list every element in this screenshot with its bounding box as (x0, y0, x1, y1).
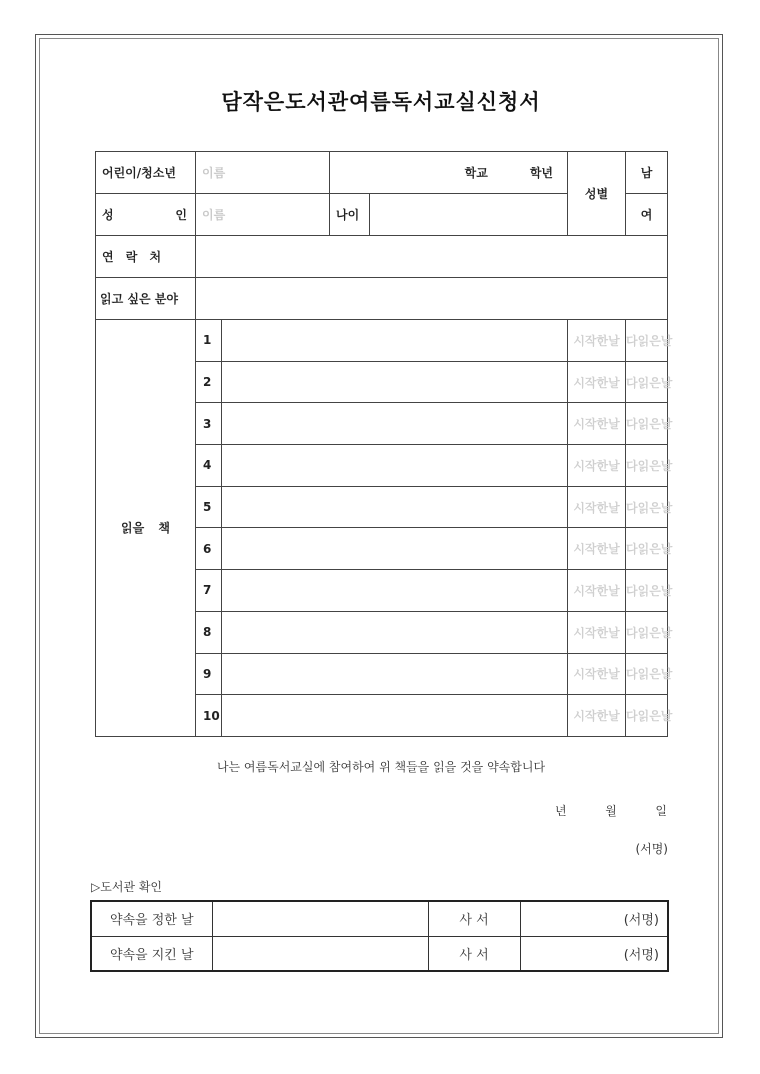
start-date-field[interactable]: 시작한날 (568, 445, 626, 487)
library-confirm-heading: ▷도서관 확인 (91, 880, 163, 894)
interest-field[interactable] (196, 278, 668, 320)
start-date-field[interactable]: 시작한날 (568, 486, 626, 528)
end-date-field[interactable]: 다읽은날 (626, 403, 668, 445)
library-confirm-table (90, 900, 669, 972)
end-date-field[interactable]: 다읽은날 (626, 528, 668, 570)
start-date-field[interactable]: 시작한날 (568, 570, 626, 612)
child-row (96, 152, 668, 194)
book-title-field[interactable] (222, 528, 568, 570)
librarian-label: 사 서 (428, 901, 520, 936)
book-number: 8 (196, 611, 222, 653)
book-title-field[interactable] (222, 445, 568, 487)
confirm-row (91, 936, 668, 971)
contact-field[interactable] (196, 236, 668, 278)
book-title-field[interactable] (222, 653, 568, 695)
book-number: 7 (196, 570, 222, 612)
book-rows (96, 320, 673, 737)
start-date-field[interactable]: 시작한날 (568, 528, 626, 570)
book-title-field[interactable] (222, 695, 568, 737)
signature-label: (서명) (635, 842, 668, 856)
end-date-field[interactable]: 다읽은날 (626, 695, 668, 737)
application-table (95, 151, 673, 737)
gender-label: 성별 (568, 152, 626, 236)
book-number: 4 (196, 445, 222, 487)
books-label: 읽을 책 (96, 320, 196, 737)
book-number: 3 (196, 403, 222, 445)
interest-label: 읽고 싶은 분야 (96, 278, 196, 320)
age-label: 나이 (330, 194, 370, 236)
day-label: 일 (655, 804, 667, 818)
start-date-field[interactable]: 시작한날 (568, 653, 626, 695)
pledge-text: 나는 여름독서교실에 참여하여 위 책들을 읽을 것을 약속합니다 (216, 760, 546, 774)
book-number: 1 (196, 320, 222, 362)
end-date-field[interactable]: 다읽은날 (626, 611, 668, 653)
confirm-row-label: 약속을 지킨 날 (91, 936, 212, 971)
book-number: 6 (196, 528, 222, 570)
contact-label: 연 락 처 (96, 236, 196, 278)
book-title-field[interactable] (222, 361, 568, 403)
confirm-row (91, 901, 668, 936)
month-label: 월 (605, 804, 617, 818)
male-option[interactable]: 남 (626, 152, 668, 194)
confirm-date-field[interactable] (212, 901, 428, 936)
start-date-field[interactable]: 시작한날 (568, 320, 626, 362)
school-label: 학교 (464, 166, 488, 180)
book-title-field[interactable] (222, 570, 568, 612)
adult-name-field[interactable]: 이름 (196, 194, 330, 236)
adult-label-part2: 인 (175, 208, 187, 222)
book-number: 5 (196, 486, 222, 528)
child-name-field[interactable]: 이름 (196, 152, 330, 194)
school-grade-field[interactable] (330, 152, 568, 194)
contact-row (96, 236, 668, 278)
librarian-signature[interactable]: (서명) (520, 936, 668, 971)
librarian-label: 사 서 (428, 936, 520, 971)
book-number: 9 (196, 653, 222, 695)
book-title-field[interactable] (222, 611, 568, 653)
confirm-row-label: 약속을 정한 날 (91, 901, 212, 936)
start-date-field[interactable]: 시작한날 (568, 403, 626, 445)
start-date-field[interactable]: 시작한날 (568, 611, 626, 653)
book-number: 10 (196, 695, 222, 737)
end-date-field[interactable]: 다읽은날 (626, 486, 668, 528)
adult-label (96, 194, 196, 236)
end-date-field[interactable]: 다읽은날 (626, 653, 668, 695)
child-label: 어린이/청소년 (96, 152, 196, 194)
female-option[interactable]: 여 (626, 194, 668, 236)
confirm-date-field[interactable] (212, 936, 428, 971)
librarian-signature[interactable]: (서명) (520, 901, 668, 936)
grade-label: 학년 (529, 166, 554, 180)
book-title-field[interactable] (222, 320, 568, 362)
end-date-field[interactable]: 다읽은날 (626, 570, 668, 612)
end-date-field[interactable]: 다읽은날 (626, 445, 668, 487)
end-date-field[interactable]: 다읽은날 (626, 361, 668, 403)
book-number: 2 (196, 361, 222, 403)
interest-row (96, 278, 668, 320)
book-row (96, 320, 668, 362)
adult-label-part1: 성 (102, 208, 114, 222)
age-field[interactable] (370, 194, 568, 236)
book-title-field[interactable] (222, 403, 568, 445)
start-date-field[interactable]: 시작한날 (568, 695, 626, 737)
form-title: 담작은도서관여름독서교실신청서 (221, 90, 541, 114)
date-line (555, 802, 667, 819)
start-date-field[interactable]: 시작한날 (568, 361, 626, 403)
book-title-field[interactable] (222, 486, 568, 528)
year-label: 년 (555, 804, 567, 818)
end-date-field[interactable]: 다읽은날 (626, 320, 668, 362)
